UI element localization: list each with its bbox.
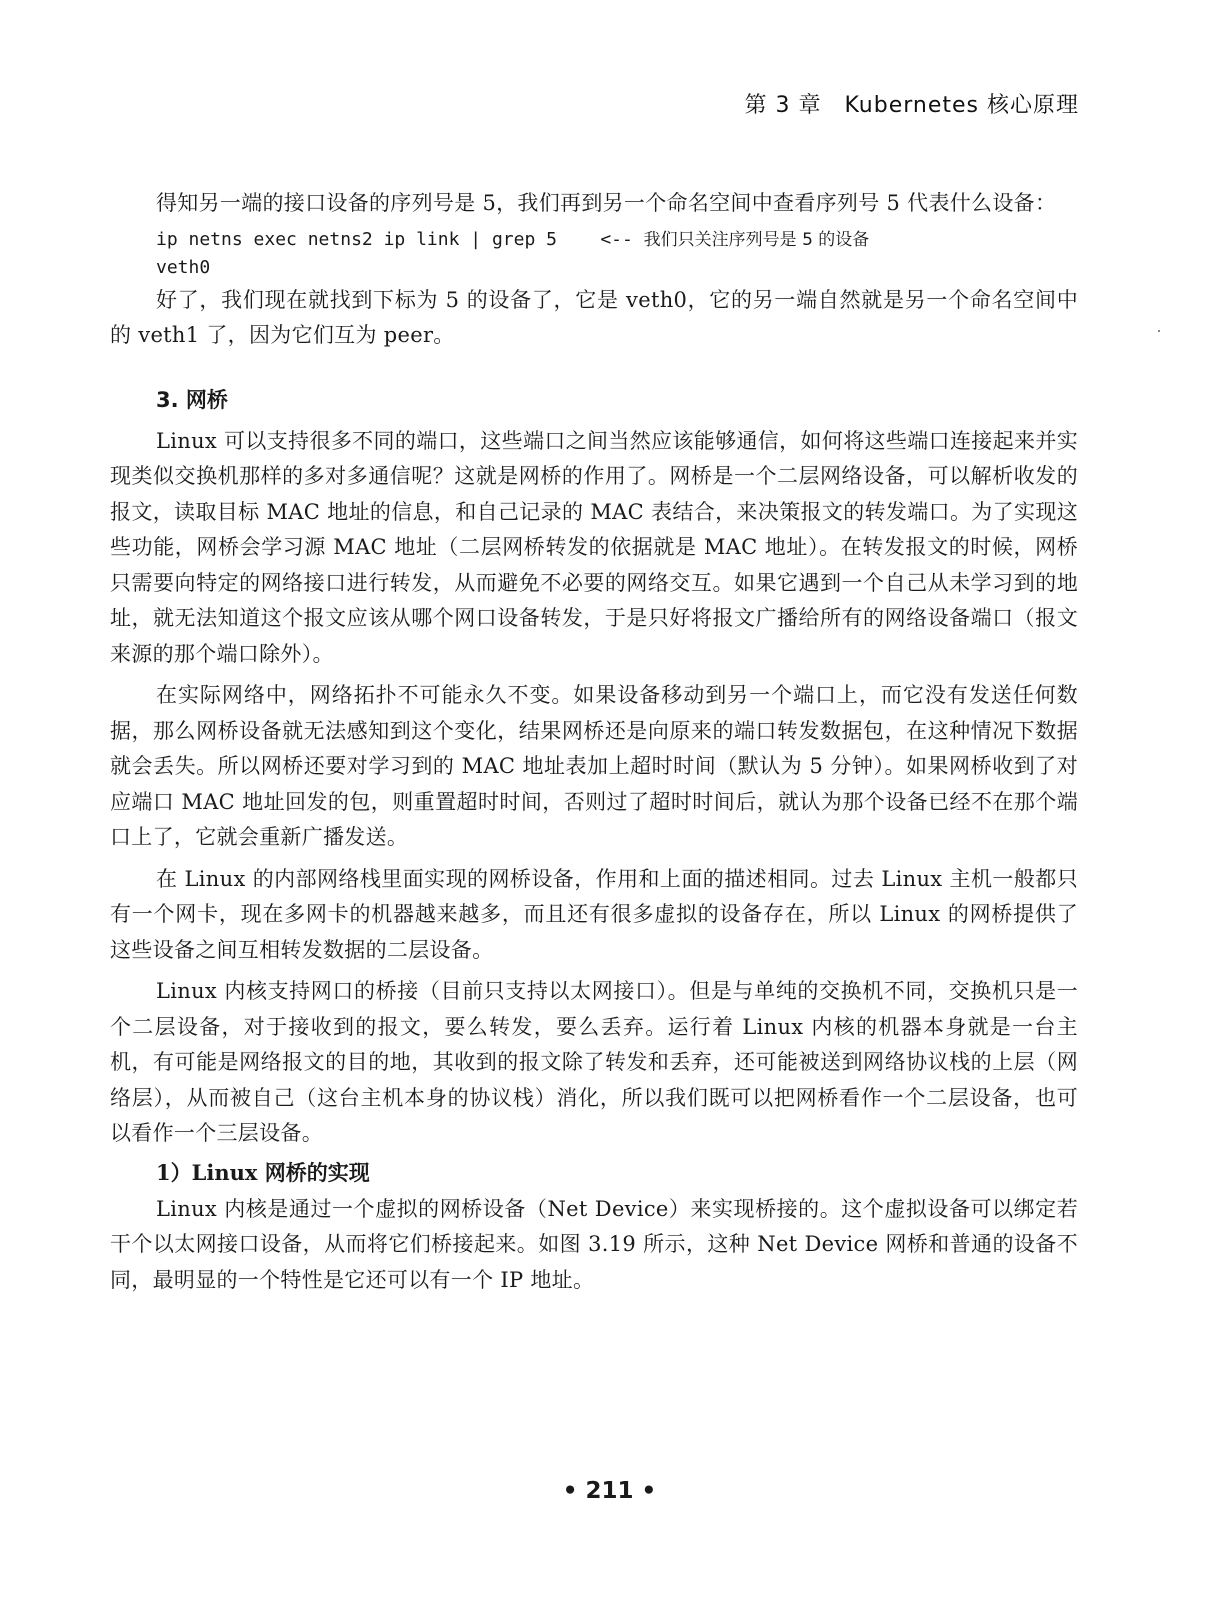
section-title: 3. 网桥 xyxy=(156,387,228,412)
section-paragraph-3: 在 Linux 的内部网络栈里面实现的网桥设备，作用和上面的描述相同。过去 Linux 主机一般都只有一个网卡，现在多网卡的机器越来越多，而且还有很多虚拟的设备存在，所以 Linux 的网桥提供了这些设备之间互相转发数据的二层设备。 xyxy=(110,866,1078,962)
page-content xyxy=(110,186,1078,1298)
section-paragraph-4: Linux 内核支持网口的桥接（目前只支持以太网接口）。但是与单纯的交换机不同，交换机只是一个二层设备，对于接收到的报文，要么转发，要么丢弃。运行着 Linux 内核的机器本身就是一台主机，有可能是网络报文的目的地，其收到的报文除了转发和丢弃，还可能被送到网络协议栈的上层（网络层），从而被自己（这台主机本身的协议栈）消化，所以我们既可以把网桥看作一个二层设备，也可以看作一个三层设备。 xyxy=(110,979,1078,1145)
section-paragraph-1: Linux 可以支持很多不同的端口，这些端口之间当然应该能够通信，如何将这些端口连接起来并实现类似交换机那样的多对多通信呢？这就是网桥的作用了。网桥是一个二层网络设备，可以解析收发的报文，读取目标 MAC 地址的信息，和自己记录的 MAC 表结合，来决策报文的转发端口。为了实现这些功能，网桥会学习源 MAC 地址（二层网桥转发的依据就是 MAC 地址）。在转发报文的时候，网桥只需要向特定的网络接口进行转发，从而避免不必要的网络交互。如果它遇到一个自己从未学习到的地址，就无法知道这个报文应该从哪个网口设备转发，于是只好将报文广播给所有的网络设备端口（报文来源的那个端口除外）。 xyxy=(110,428,1078,666)
section-paragraph-2: 在实际网络中，网络拓扑不可能永久不变。如果设备移动到另一个端口上，而它没有发送任何数据，那么网桥设备就无法感知到这个变化，结果网桥还是向原来的端口转发数据包，在这种情况下数据就会丢失。所以网桥还要对学习到的 MAC 地址表加上超时时间（默认为 5 分钟）。如果网桥收到了对应端口 MAC 地址回发的包，则重置超时时间，否则过了超时时间后，就认为那个设备已经不在那个端口上了，它就会重新广播发送。 xyxy=(110,683,1078,849)
code-line-2: veth0 xyxy=(156,256,211,278)
scan-speck xyxy=(1158,330,1160,332)
subsection-paragraph: Linux 内核是通过一个虚拟的网桥设备（Net Device）来实现桥接的。这个虚拟设备可以绑定若干个以太网接口设备，从而将它们桥接起来。如图 3.19 所示，这种 Net Device 网桥和普通的设备不同，最明显的一个特性是它还可以有一个 IP 地址。 xyxy=(110,1196,1078,1292)
intro-paragraph-2: 好了，我们现在就找到下标为 5 的设备了，它是 veth0，它的另一端自然就是另一个命名空间中的 veth1 了，因为它们互为 peer。 xyxy=(110,287,1078,347)
code-block xyxy=(156,226,1078,281)
page-number: • 211 • xyxy=(562,1478,657,1504)
running-header: 第 3 章 Kubernetes 核心原理 xyxy=(744,93,1079,118)
code-comment: 我们只关注序列号是 5 的设备 xyxy=(643,229,870,250)
code-line-1: ip netns exec netns2 ip link | grep 5 <-- xyxy=(156,228,644,250)
subsection-title: 1）Linux 网桥的实现 xyxy=(156,1159,370,1185)
intro-paragraph-1: 得知另一端的接口设备的序列号是 5，我们再到另一个命名空间中查看序列号 5 代表什么设备： xyxy=(156,191,1057,215)
